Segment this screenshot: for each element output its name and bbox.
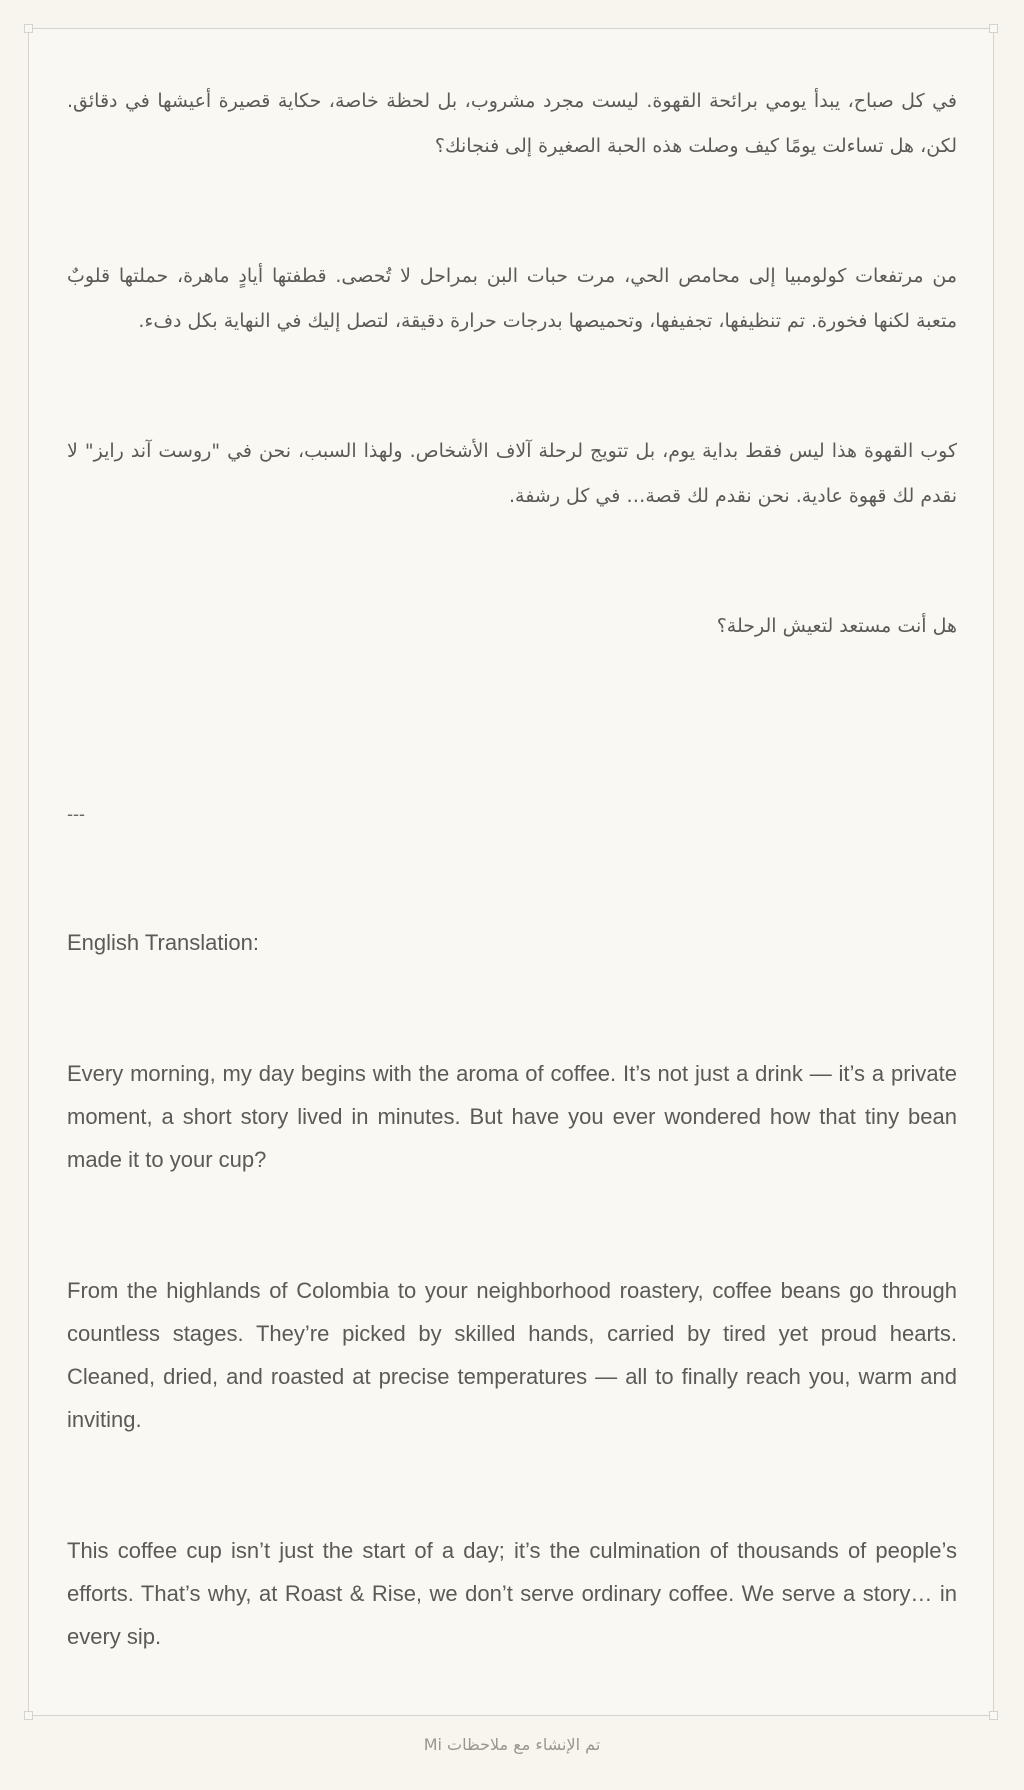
created-with-footer: تم الإنشاء مع ملاحظات Mi bbox=[423, 1735, 601, 1754]
frame-corner-ornament bbox=[989, 24, 998, 33]
frame-corner-ornament bbox=[24, 24, 33, 33]
english-paragraph-3: This coffee cup isn’t just the start of a day; it’s the culmination of thousands of people’s efforts. That’s why, at Roast & Rise, we don’t serve ordinary coffee. We serve a story… in every sip. bbox=[67, 1538, 957, 1649]
translation-heading: English Translation: bbox=[67, 930, 259, 955]
english-paragraph-1: Every morning, my day begins with the aroma of coffee. It’s not just a drink — it’s a private moment, a short story lived in minutes. But have you ever wondered how that tiny bean made it to your cup? bbox=[67, 1061, 957, 1172]
english-paragraph-2: From the highlands of Colombia to your neighborhood roastery, coffee beans go through countless stages. They’re picked by skilled hands, carried by tired yet proud hearts. Cleaned, dried, and roasted at precise temperatures — all to finally reach you, warm and inviting. bbox=[67, 1278, 957, 1432]
frame-corner-ornament bbox=[989, 1711, 998, 1720]
frame-corner-ornament bbox=[24, 1711, 33, 1720]
note-content bbox=[67, 79, 957, 1658]
arabic-paragraph-4: هل أنت مستعد لتعيش الرحلة؟ bbox=[716, 615, 957, 637]
document-frame bbox=[28, 28, 994, 1716]
arabic-paragraph-2: من مرتفعات كولومبيا إلى محامص الحي، مرت حبات البن بمراحل لا تُحصى. قطفتها أيادٍ ماهرة، حملتها قلوبٌ متعبة لكنها فخورة. تم تنظيفها، تجفيفها، وتحميصها بدرجات حرارة دقيقة، لتصل إليك في النهاية بكل دفء. bbox=[67, 265, 957, 332]
arabic-paragraph-3: كوب القهوة هذا ليس فقط بداية يوم، بل تتويج لرحلة آلاف الأشخاص. ولهذا السبب، نحن في "روست آند رايز" لا نقدم لك قهوة عادية. نحن نقدم لك قصة… في كل رشفة. bbox=[67, 440, 957, 507]
arabic-paragraph-1: في كل صباح، يبدأ يومي برائحة القهوة. ليست مجرد مشروب، بل لحظة خاصة، حكاية قصيرة أعيشها في دقائق. لكن، هل تساءلت يومًا كيف وصلت هذه الحبة الصغيرة إلى فنجانك؟ bbox=[67, 90, 957, 157]
separator: --- bbox=[67, 804, 85, 824]
